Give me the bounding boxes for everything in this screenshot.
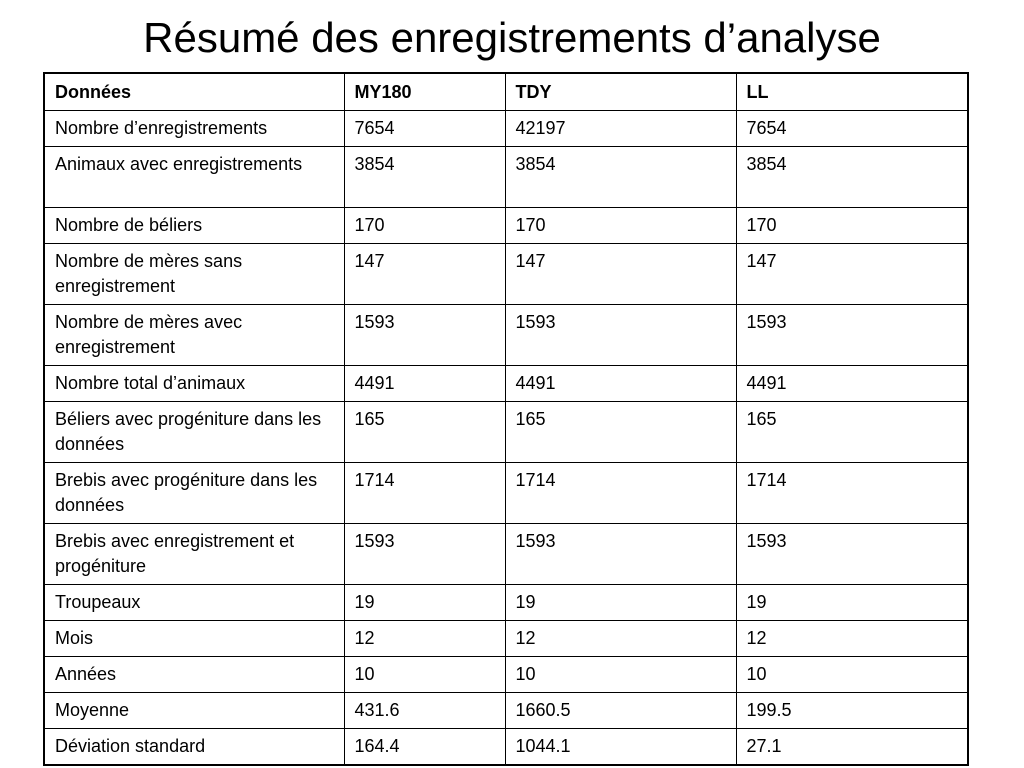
cell-tdy: 12 bbox=[505, 621, 736, 657]
header-ll: LL bbox=[736, 73, 968, 111]
records-summary-table bbox=[43, 72, 969, 766]
cell-ll: 4491 bbox=[736, 366, 968, 402]
cell-tdy: 165 bbox=[505, 402, 736, 463]
cell-tdy: 170 bbox=[505, 208, 736, 244]
cell-my180: 4491 bbox=[344, 366, 505, 402]
slide-title: Résumé des enregistrements d’analyse bbox=[143, 14, 881, 61]
row-label: Troupeaux bbox=[44, 585, 344, 621]
cell-tdy: 1660.5 bbox=[505, 693, 736, 729]
cell-my180: 170 bbox=[344, 208, 505, 244]
cell-tdy: 4491 bbox=[505, 366, 736, 402]
row-label: Brebis avec enregistrement et progéniture bbox=[44, 524, 344, 585]
cell-my180: 12 bbox=[344, 621, 505, 657]
row-label: Déviation standard bbox=[44, 729, 344, 766]
table-row bbox=[44, 463, 968, 524]
row-label: Moyenne bbox=[44, 693, 344, 729]
table-row bbox=[44, 585, 968, 621]
cell-tdy: 147 bbox=[505, 244, 736, 305]
cell-my180: 19 bbox=[344, 585, 505, 621]
header-my180: MY180 bbox=[344, 73, 505, 111]
cell-ll: 170 bbox=[736, 208, 968, 244]
cell-my180: 7654 bbox=[344, 111, 505, 147]
table-row bbox=[44, 729, 968, 766]
cell-ll: 1593 bbox=[736, 524, 968, 585]
cell-ll: 10 bbox=[736, 657, 968, 693]
header-tdy: TDY bbox=[505, 73, 736, 111]
cell-tdy: 1593 bbox=[505, 305, 736, 366]
row-label: Animaux avec enregistrements bbox=[44, 147, 344, 208]
table-row bbox=[44, 147, 968, 208]
row-label: Béliers avec progéniture dans les données bbox=[44, 402, 344, 463]
row-label: Nombre de mères sans enregistrement bbox=[44, 244, 344, 305]
cell-my180: 10 bbox=[344, 657, 505, 693]
table-row bbox=[44, 208, 968, 244]
cell-ll: 3854 bbox=[736, 147, 968, 208]
cell-tdy: 10 bbox=[505, 657, 736, 693]
table-row bbox=[44, 111, 968, 147]
row-label: Nombre de béliers bbox=[44, 208, 344, 244]
cell-my180: 1593 bbox=[344, 524, 505, 585]
row-label: Nombre total d’animaux bbox=[44, 366, 344, 402]
row-label: Nombre d’enregistrements bbox=[44, 111, 344, 147]
cell-ll: 27.1 bbox=[736, 729, 968, 766]
row-label: Mois bbox=[44, 621, 344, 657]
table-row bbox=[44, 305, 968, 366]
header-donnees: Données bbox=[44, 73, 344, 111]
cell-tdy: 3854 bbox=[505, 147, 736, 208]
row-label: Années bbox=[44, 657, 344, 693]
table-row bbox=[44, 244, 968, 305]
cell-ll: 1593 bbox=[736, 305, 968, 366]
cell-tdy: 1044.1 bbox=[505, 729, 736, 766]
cell-tdy: 1714 bbox=[505, 463, 736, 524]
cell-ll: 147 bbox=[736, 244, 968, 305]
table-row bbox=[44, 657, 968, 693]
cell-my180: 431.6 bbox=[344, 693, 505, 729]
cell-ll: 7654 bbox=[736, 111, 968, 147]
table-row bbox=[44, 693, 968, 729]
row-label: Nombre de mères avec enregistrement bbox=[44, 305, 344, 366]
cell-tdy: 19 bbox=[505, 585, 736, 621]
cell-ll: 12 bbox=[736, 621, 968, 657]
table-row bbox=[44, 366, 968, 402]
cell-tdy: 42197 bbox=[505, 111, 736, 147]
cell-my180: 1593 bbox=[344, 305, 505, 366]
table-header-row bbox=[44, 73, 968, 111]
row-label: Brebis avec progéniture dans les données bbox=[44, 463, 344, 524]
cell-ll: 199.5 bbox=[736, 693, 968, 729]
cell-my180: 164.4 bbox=[344, 729, 505, 766]
table-row bbox=[44, 402, 968, 463]
cell-ll: 1714 bbox=[736, 463, 968, 524]
table-row bbox=[44, 621, 968, 657]
cell-my180: 165 bbox=[344, 402, 505, 463]
cell-ll: 165 bbox=[736, 402, 968, 463]
cell-my180: 3854 bbox=[344, 147, 505, 208]
table-row bbox=[44, 524, 968, 585]
cell-tdy: 1593 bbox=[505, 524, 736, 585]
cell-ll: 19 bbox=[736, 585, 968, 621]
cell-my180: 147 bbox=[344, 244, 505, 305]
cell-my180: 1714 bbox=[344, 463, 505, 524]
